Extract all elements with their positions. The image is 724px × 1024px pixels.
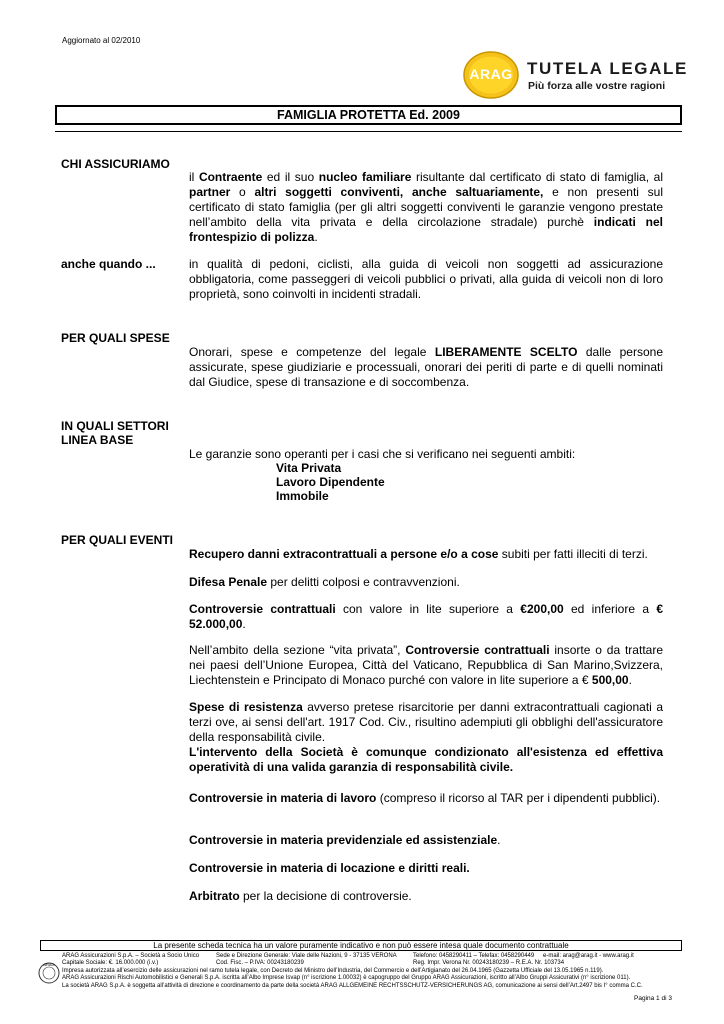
evento-arbitrato: Arbitrato per la decisione di controversie.	[189, 889, 412, 903]
settori-list	[276, 461, 385, 503]
label-per-quali-spese: PER QUALI SPESE	[61, 331, 170, 345]
evento-spese-resistenza: Spese di resistenza avverso pretese risarcitorie per danni extracontrattuali cagionati a terzi ove, ai sensi dell'art. 1917 Cod. Civ., risultino adempiuti gli obblighi dell'assicuratore della responsabilità civile. L'intervento della Società è comunque condizionato all'esistenza ed effettiva operatività di una valida garanzia di responsabilità civile.	[189, 700, 663, 774]
arag-seal	[38, 962, 60, 984]
settore-item: Lavoro Dipendente	[276, 475, 385, 489]
title-divider	[55, 131, 682, 132]
evento-locazione: Controversie in materia di locazione e diritti reali.	[189, 861, 470, 875]
label-linea-base: LINEA BASE	[61, 433, 134, 447]
label-per-quali-eventi: PER QUALI EVENTI	[61, 533, 174, 547]
label-anche-quando: anche quando ...	[61, 257, 156, 271]
evento-vita-privata: Nell’ambito della sezione “vita privata”, Controversie contrattuali insorte o da trattare nei paesi dell’Unione Europea, Città del Vaticano, Repubblica di San Marino,Svizzera, Liechtenstein e Principato di Monaco purché con valore in lite superiore a € 500,00.	[189, 643, 663, 687]
text-anche-quando: in qualità di pedoni, ciclisti, alla guida di veicoli non soggetti ad assicurazione obbligatoria, come passeggeri di veicoli pubblici o privati, alla guida di veicoli non di loro proprietà, sono coinvolti in incidenti stradali.	[189, 257, 663, 301]
logo-subtitle: Più forza alle vostre ragioni	[528, 80, 666, 92]
evento-recupero-danni: Recupero danni extracontrattuali a persone e/o a cose subiti per fatti illeciti di terzi.	[189, 547, 648, 561]
label-chi-assicuriamo: CHI ASSICURIAMO	[61, 157, 170, 171]
settore-item: Immobile	[276, 489, 329, 503]
footer-disclaimer: La presente scheda tecnica ha un valore puramente indicativo e non può essere intesa quale documento contrattuale	[40, 940, 682, 950]
logo-title: TUTELA LEGALE	[527, 59, 688, 78]
text-per-quali-spese: Onorari, spese e competenze del legale LIBERAMENTE SCELTO dalle persone assicurate, spese giudiziarie e processuali, onorari dei periti di parte e di quelli nominati dal Giudice, spese di transazione e di soccombenza.	[189, 345, 663, 389]
logo-badge-text: ARAG	[469, 66, 513, 82]
settore-item: Vita Privata	[276, 461, 342, 475]
arag-logo-badge	[462, 50, 520, 100]
seal-text: ARAG	[43, 962, 55, 967]
label-in-quali-settori: IN QUALI SETTORI	[61, 419, 169, 433]
page-number: Pagina 1 di 3	[634, 995, 672, 1002]
text-chi-assicuriamo: il Contraente ed il suo nucleo familiare risultante dal certificato di stato di famiglia, al partner o altri soggetti conviventi, anche saltuariamente, e non presenti sul certificato di stato famiglia (per gli altri soggetti conviventi le garanzie vengono prestate nell’ambito della vita privata e della circolazione stradale) purchè indicati nel frontespizio di polizza.	[189, 170, 663, 244]
evento-controversie-contrattuali: Controversie contrattuali con valore in lite superiore a €200,00 ed inferiore a € 52.000,00.	[189, 602, 664, 631]
updated-date: Aggiornato al 02/2010	[62, 36, 141, 45]
footer-divider	[40, 950, 682, 951]
footer-legal: ARAG Assicurazioni S.p.A. – Società a Socio Unico Sede e Direzione Generale: Viale delle Nazioni, 9 - 37135 VERONA Telefono: 0458290411 – Telefax: 0458290449 e-mail: arag@arag.it - www.arag.it Capitale Sociale: €. 16.000.000 (i.v.) Cod. Fisc. – P.IVA: 00243180239 Reg. Impr. Verona Nr. 00243180239 – R.E.A. Nr. 103734 Impresa autorizzata all’esercizio delle assicurazioni nel ramo tutela legale, con Decreto del Ministro dell’Industria, del Commercio e dell’Artigianato del 26.04.1965 (Gazzetta Ufficiale del 13.05.1965 n.119). ARAG Assicurazioni Rischi Automobilistici e Generali S.p.A. iscritta all’Albo Imprese Isvap (n° iscrizione 1.00032) è capogruppo del Gruppo ARAG Assicurazioni, iscritto all’Albo Gruppi Assicurativi (n° iscrizione 011). La società ARAG S.p.A. è soggetta all’attività di direzione e coordinamento da parte della società ARAG ALLGEMEINE RECHTSSCHUTZ-VERSICHERUNGS AG, comunicazione ai sensi dell’Art.2497 bis I° comma C.C.	[62, 953, 643, 989]
text-settori-intro: Le garanzie sono operanti per i casi che si verificano nei seguenti ambiti:	[189, 447, 576, 461]
evento-difesa-penale: Difesa Penale per delitti colposi e contravvenzioni.	[189, 575, 460, 589]
evento-lavoro: Controversie in materia di lavoro (compreso il ricorso al TAR per i dipendenti pubblici).	[189, 791, 661, 805]
document-title: FAMIGLIA PROTETTA Ed. 2009	[55, 105, 682, 125]
evento-previdenziale: Controversie in materia previdenziale ed assistenziale.	[189, 833, 501, 847]
